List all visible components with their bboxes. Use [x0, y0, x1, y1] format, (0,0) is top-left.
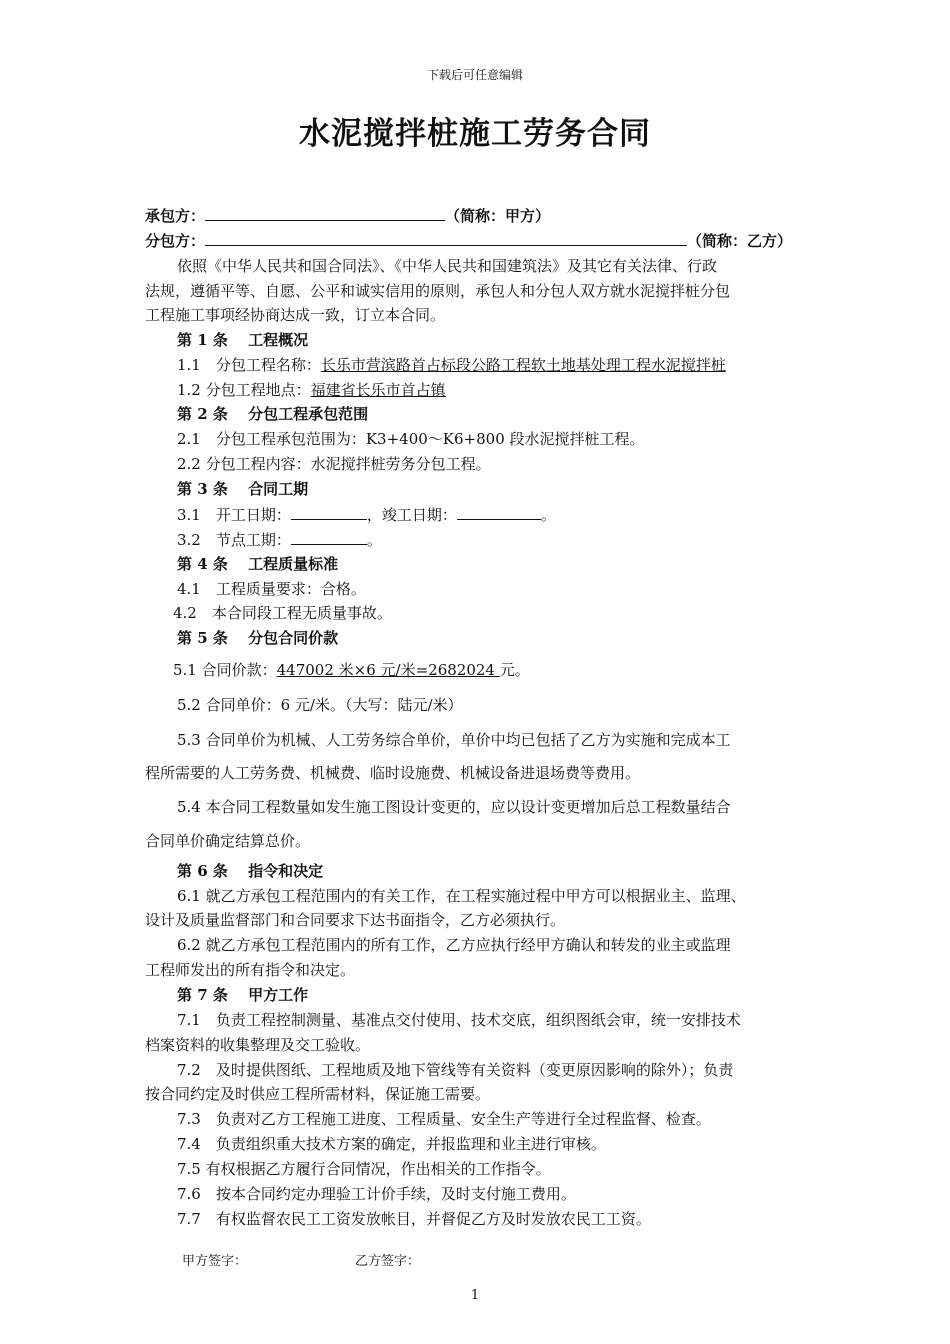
clause-5-3: 5.3 合同单价为机械、人工劳务综合单价，单价中均已包括了乙方为实施和完成本工: [177, 731, 731, 749]
clause-5-4-cont: 合同单价确定结算总价。: [145, 832, 311, 850]
party-a-signature-label: 甲方签字：: [182, 1254, 248, 1269]
clause-5-2: 5.2 合同单价：6 元/米。（大写：陆元/米）: [177, 696, 463, 714]
party-b-label: 分包方：: [145, 232, 206, 250]
clause-2-1: 2.1 分包工程承包范围为：K3+400～K6+800 段水泥搅拌桩工程。: [177, 430, 645, 448]
contract-price-label: 5.1 合同价款：: [173, 661, 277, 679]
party-a-label: 承包方：: [145, 207, 206, 225]
party-a-blank[interactable]: [205, 205, 445, 221]
clause-7-4: 7.4 负责组织重大技术方案的确定，并报监理和业主进行审核。: [177, 1135, 606, 1153]
clause-label: 1.2 分包工程地点：: [177, 381, 311, 399]
clause-4-1: 4.1 工程质量要求：合格。: [177, 580, 366, 598]
intro-line: 法规，遵循平等、自愿、公平和诚实信用的原则，承包人和分包人双方就水泥搅拌桩分包: [145, 282, 731, 300]
end-date-blank[interactable]: [457, 504, 541, 520]
start-date-label: 3.1 开工日期：: [177, 506, 291, 524]
milestone-blank[interactable]: [291, 529, 367, 545]
clause-5-4: 5.4 本合同工程数量如发生施工图设计变更的，应以设计变更增加后总工程数量结合: [177, 798, 731, 816]
clause-7-1-cont: 档案资料的收集整理及交工验收。: [145, 1036, 371, 1054]
clause-7-2-cont: 按合同约定及时供应工程所需材料，保证施工需要。: [145, 1085, 491, 1103]
article-1-heading: 第 1 条 工程概况: [177, 331, 309, 349]
header-note: 下载后可任意编辑: [426, 68, 523, 82]
clause-2-2: 2.2 分包工程内容：水泥搅拌桩劳务分包工程。: [177, 455, 491, 473]
party-a-abbr: （简称：甲方）: [445, 207, 551, 225]
contract-price-unit: 元。: [499, 661, 530, 679]
party-b-abbr: （简称：乙方）: [687, 232, 793, 250]
clause-7-5: 7.5 有权根据乙方履行合同情况，作出相关的工作指令。: [177, 1160, 551, 1178]
punctuation: 。: [366, 531, 382, 549]
end-date-label: ，竣工日期：: [366, 506, 457, 524]
article-5-heading: 第 5 条 分包合同价款: [177, 629, 339, 647]
start-date-blank[interactable]: [291, 504, 367, 520]
clause-6-1: 6.1 就乙方承包工程范围内的有关工作，在工程实施过程中甲方可以根据业主、监理、: [177, 887, 746, 905]
party-b-line: [145, 230, 792, 251]
intro-line: 工程施工事项经协商达成一致，订立本合同。: [145, 306, 446, 324]
clause-4-2: 4.2 本合同段工程无质量事故。: [173, 604, 392, 622]
clause-6-1-cont: 设计及质量监督部门和合同要求下达书面指令，乙方必须执行。: [145, 911, 566, 929]
clause-label: 1.1 分包工程名称：: [177, 356, 321, 374]
project-location-value: 福建省长乐市首占镇: [310, 381, 446, 399]
party-b-blank[interactable]: [205, 230, 687, 246]
clause-3-1: [177, 504, 556, 525]
clause-7-2: 7.2 及时提供图纸、工程地质及地下管线等有关资料（变更原因影响的除外）；负责: [177, 1061, 734, 1079]
clause-3-2: [177, 529, 382, 550]
clause-7-7: 7.7 有权监督农民工工资发放帐目，并督促乙方及时发放农民工工资。: [177, 1210, 651, 1228]
contract-price-value: 447002 米×6 元/米=2682024: [276, 661, 500, 679]
clause-5-1: [173, 660, 530, 680]
clause-7-1: 7.1 负责工程控制测量、基准点交付使用、技术交底，组织图纸会审，统一安排技术: [177, 1011, 741, 1029]
milestone-label: 3.2 节点工期：: [177, 531, 291, 549]
article-2-heading: 第 2 条 分包工程承包范围: [177, 405, 369, 423]
document-title: 水泥搅拌桩施工劳务合同: [299, 116, 651, 152]
clause-7-3: 7.3 负责对乙方工程施工进度、工程质量、安全生产等进行全过程监督、检查。: [177, 1110, 711, 1128]
clause-1-1: [177, 355, 726, 375]
clause-6-2: 6.2 就乙方承包工程范围内的所有工作，乙方应执行经甲方确认和转发的业主或监理: [177, 936, 731, 954]
party-b-signature-label: 乙方签字：: [355, 1254, 421, 1269]
party-a-line: [145, 205, 550, 226]
clause-1-2: [177, 380, 446, 400]
article-3-heading: 第 3 条 合同工期: [177, 480, 309, 498]
article-6-heading: 第 6 条 指令和决定: [177, 862, 324, 880]
project-name-value: 长乐市营滨路首占标段公路工程软土地基处理工程水泥搅拌桩: [320, 356, 726, 374]
article-7-heading: 第 7 条 甲方工作: [177, 986, 309, 1004]
intro-line: 依照《中华人民共和国合同法》、《中华人民共和国建筑法》及其它有关法律、行政: [177, 257, 718, 275]
clause-6-2-cont: 工程师发出的所有指令和决定。: [145, 961, 356, 979]
clause-7-6: 7.6 按本合同约定办理验工计价手续，及时支付施工费用。: [177, 1185, 576, 1203]
page-number: 1: [470, 1288, 480, 1303]
punctuation: 。: [540, 506, 556, 524]
clause-5-3-cont: 程所需要的人工劳务费、机械费、临时设施费、机械设备进退场费等费用。: [145, 764, 641, 782]
article-4-heading: 第 4 条 工程质量标准: [177, 555, 339, 573]
